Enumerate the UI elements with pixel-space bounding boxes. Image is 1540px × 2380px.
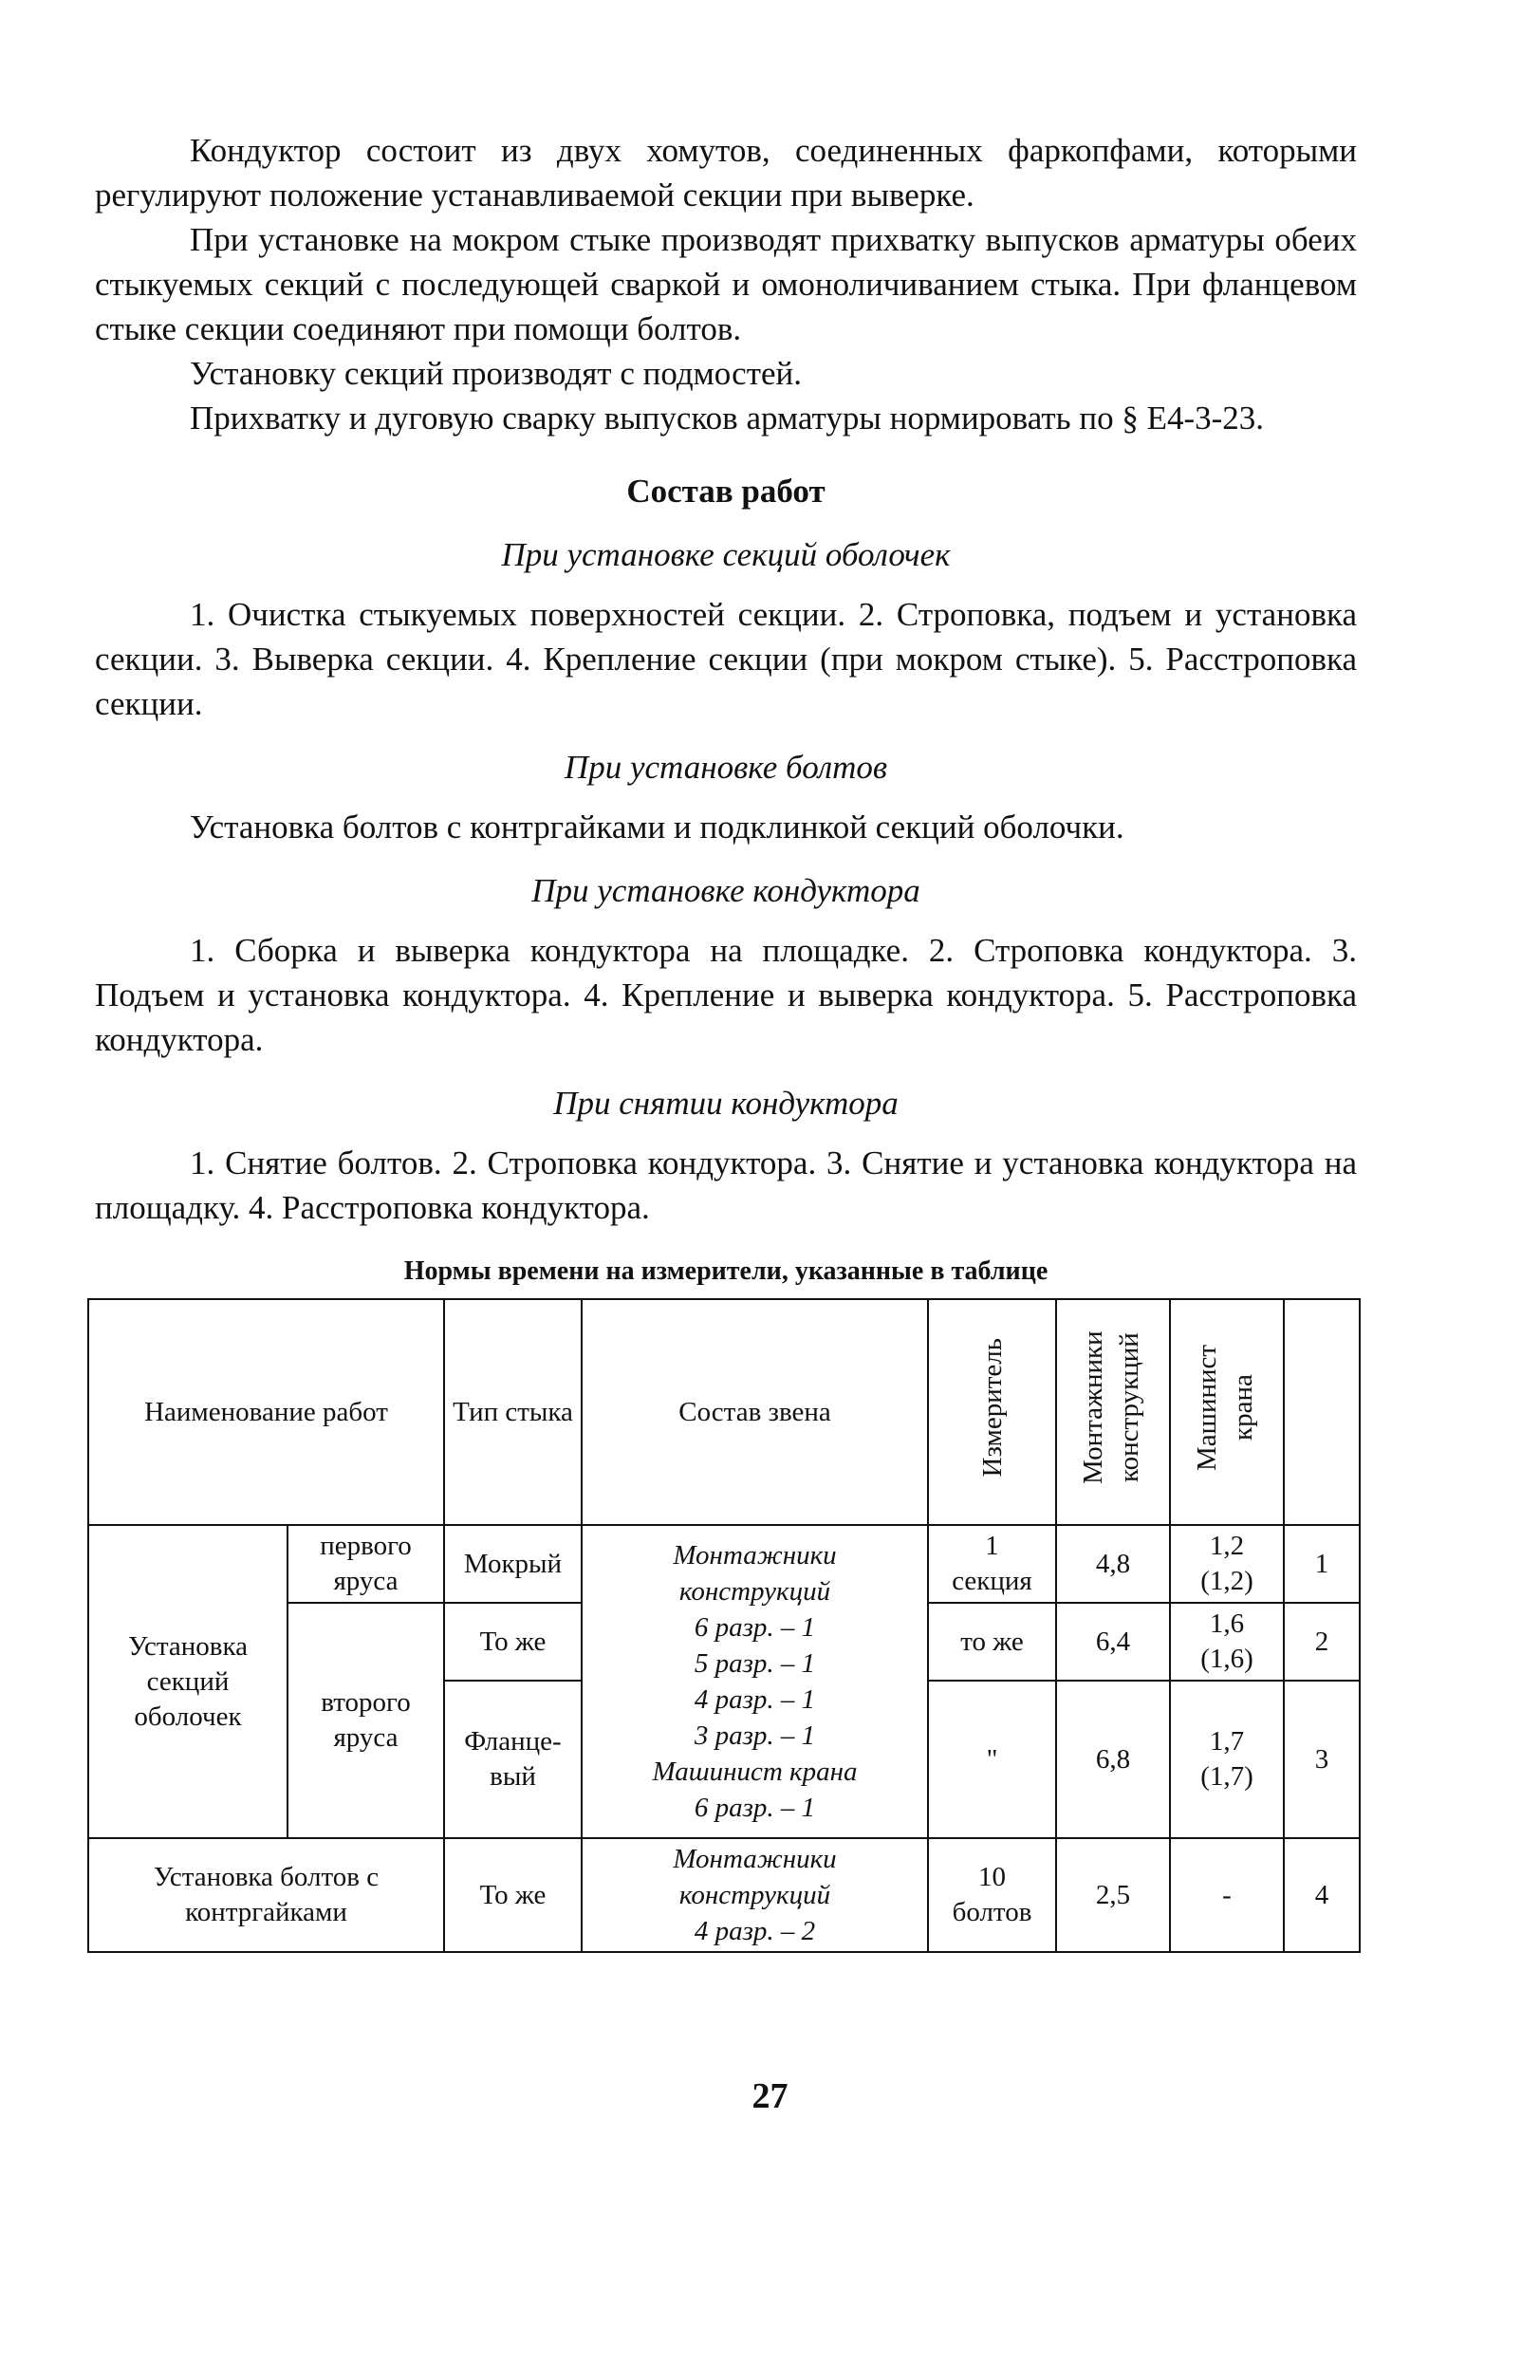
header-crane-text: Машинист крана bbox=[1192, 1344, 1258, 1471]
unit-cell: то же bbox=[928, 1603, 1056, 1681]
header-joint: Тип стыка bbox=[444, 1299, 582, 1525]
paragraph-wet-joint: При установке на мокром стыке производят прихватку выпусков арматуры обеих стыкуемых секций с последующей сваркой и омоноличиванием стыка. При фланцевом стыке секции соединяют при помощи болтов. bbox=[95, 221, 1357, 347]
unit-cell: 10 болтов bbox=[928, 1838, 1056, 1952]
joint-type: То же bbox=[444, 1838, 582, 1952]
subsection-title-sections: При установке секций оболочек bbox=[501, 536, 951, 573]
section-title: Состав работ bbox=[626, 473, 826, 510]
tier-second: второго яруса bbox=[288, 1603, 444, 1838]
paragraph-conductor: Кондуктор состоит из двух хомутов, соединенных фаркопфами, которыми регулируют положение устанавливаемой секции при выверке. bbox=[95, 132, 1357, 214]
paragraph-scaffold: Установку секций производят с подмостей. bbox=[190, 355, 803, 392]
joint-type: То же bbox=[444, 1603, 582, 1681]
document-page bbox=[95, 128, 1357, 1953]
header-unit bbox=[928, 1299, 1056, 1525]
installers-value: 2,5 bbox=[1056, 1838, 1170, 1952]
paragraph-welding-norm: Прихватку и дуговую сварку выпусков арматуры нормировать по § Е4-3-23. bbox=[190, 400, 1265, 437]
unit-cell: 1 секция bbox=[928, 1525, 1056, 1603]
crew-composition: Монтажники конструкций 4 разр. – 2 bbox=[582, 1838, 928, 1952]
table-row bbox=[88, 1525, 1360, 1603]
header-installers bbox=[1056, 1299, 1170, 1525]
tier-first: первого яруса bbox=[288, 1525, 444, 1603]
subsection-title-conductor-removal: При снятии кондуктора bbox=[553, 1085, 899, 1122]
page-number: 27 bbox=[751, 2076, 789, 2116]
subsection-text-sections: 1. Очистка стыкуемых поверхностей секции. 2. Строповка, подъем и установка секции. 3. Выверка секции. 4. Крепление секции (при мокром стыке). 5. Расстроповка секции. bbox=[95, 596, 1357, 722]
crane-value: 1,2 (1,2) bbox=[1170, 1525, 1284, 1603]
bolts-work-name: Установка болтов с контргайками bbox=[88, 1838, 444, 1952]
row-number: 2 bbox=[1284, 1603, 1360, 1681]
crew-composition: Монтажники конструкций 6 разр. – 1 5 разр. – 1 4 разр. – 1 3 разр. – 1 Машинист крана 6 разр. – 1 bbox=[582, 1525, 928, 1838]
subsection-text-conductor-removal: 1. Снятие болтов. 2. Строповка кондуктора. 3. Снятие и установка кондуктора на площадку. 4. Расстроповка кондуктора. bbox=[95, 1144, 1357, 1226]
joint-type: Фланце-вый bbox=[444, 1681, 582, 1838]
header-name: Наименование работ bbox=[88, 1299, 444, 1525]
table-caption: Нормы времени на измерители, указанные в таблице bbox=[403, 1256, 1048, 1286]
row-number: 3 bbox=[1284, 1681, 1360, 1838]
subsection-text-conductor-install: 1. Сборка и выверка кондуктора на площадке. 2. Строповка кондуктора. 3. Подъем и установка кондуктора. 4. Крепление и выверка кондуктора. 5. Расстроповка кондуктора. bbox=[95, 932, 1357, 1058]
group-name-sections: Установка секций оболочек bbox=[88, 1525, 288, 1838]
header-crane bbox=[1170, 1299, 1284, 1525]
header-row-number bbox=[1284, 1299, 1360, 1525]
subsection-text-bolts: Установка болтов с контргайками и подклинкой секций оболочки. bbox=[190, 809, 1124, 846]
installers-value: 4,8 bbox=[1056, 1525, 1170, 1603]
row-number: 1 bbox=[1284, 1525, 1360, 1603]
norms-table bbox=[87, 1298, 1361, 1953]
installers-value: 6,8 bbox=[1056, 1681, 1170, 1838]
joint-type: Мокрый bbox=[444, 1525, 582, 1603]
crane-value: 1,7 (1,7) bbox=[1170, 1681, 1284, 1838]
header-unit-text: Измеритель bbox=[976, 1337, 1008, 1478]
table-row bbox=[88, 1838, 1360, 1952]
header-installers-text: Монтажники конструкций bbox=[1078, 1330, 1144, 1484]
crane-value: 1,6 (1,6) bbox=[1170, 1603, 1284, 1681]
crane-value: - bbox=[1170, 1838, 1284, 1952]
header-crew: Состав звена bbox=[582, 1299, 928, 1525]
row-number: 4 bbox=[1284, 1838, 1360, 1952]
subsection-title-conductor-install: При установке кондуктора bbox=[531, 872, 920, 909]
unit-cell: " bbox=[928, 1681, 1056, 1838]
subsection-title-bolts: При установке болтов bbox=[564, 749, 888, 786]
installers-value: 6,4 bbox=[1056, 1603, 1170, 1681]
